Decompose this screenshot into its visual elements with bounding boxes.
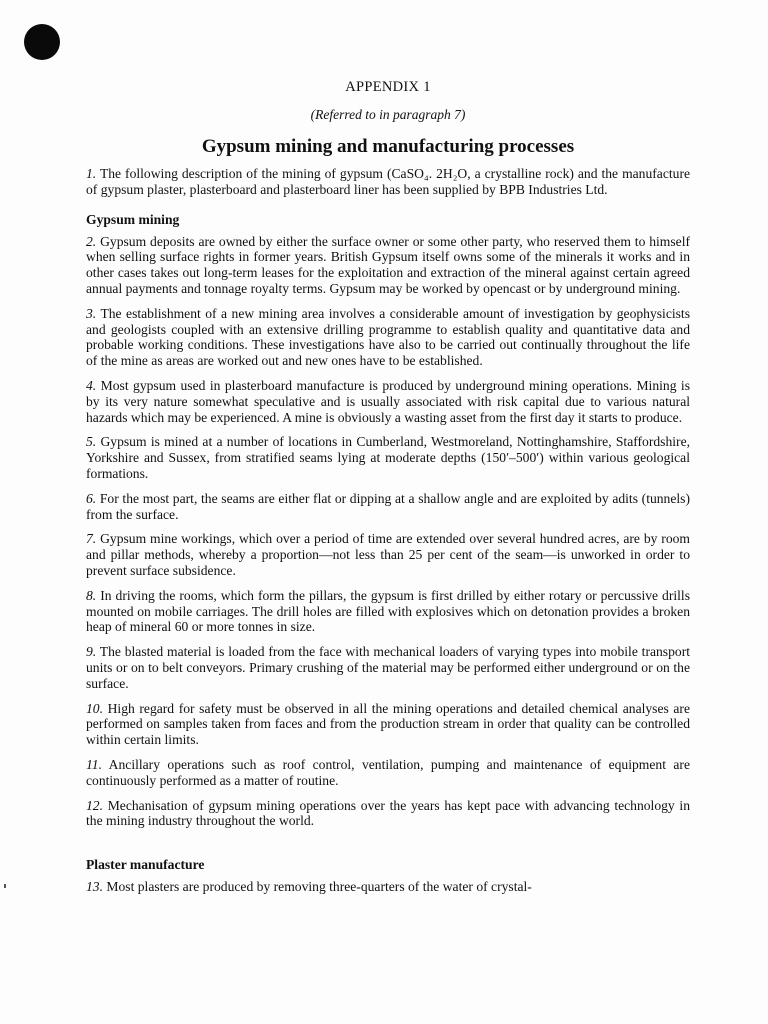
paragraph-13	[86, 879, 690, 895]
paragraph-number: 5.	[86, 434, 97, 450]
referred-note: (Referred to in paragraph 7)	[310, 107, 466, 122]
scan-speck	[4, 884, 6, 888]
paragraph-text: Gypsum deposits are owned by either the surface owner or some other party, who reserved them to himself when selling surface rights in former years. British Gypsum itself owns some of the minerals it works and in other cases takes out long-term leases for the exploitation and extraction of the mineral against certain agreed annual payments and tonnage royalty terms. Gypsum may be worked by opencast or by underground mining.	[86, 233, 691, 296]
paragraph-text: High regard for safety must be observed in all the mining operations and detailed chemical analyses are performed on samples taken from faces and from the production stream in order that quality can be controlled within certain limits.	[86, 700, 690, 748]
paragraph-number: 10.	[86, 700, 103, 716]
paragraph-10	[86, 701, 690, 748]
punch-hole-mark	[24, 24, 60, 60]
paragraph-number: 12.	[86, 797, 103, 813]
paragraph-number: 2.	[86, 233, 97, 249]
paragraph-text: Ancillary operations such as roof control, ventilation, pumping and maintenance of equipment are continuously performed as a matter of routine.	[86, 756, 690, 788]
paragraph-5	[86, 434, 690, 481]
paragraph-number: 11.	[86, 756, 102, 772]
paragraph-6	[86, 491, 690, 523]
paragraph-text: For the most part, the seams are either flat or dipping at a shallow angle and are exploited by adits (tunnels) from the surface.	[86, 490, 690, 522]
paragraph-number: 7.	[86, 531, 97, 547]
paragraph-text: The following description of the mining of gypsum (CaSO₄. 2H₂O, a crystalline rock) and the manufacture of gypsum plaster, plasterboard and plasterboard liner has been supplied by BPB Industries Ltd.	[86, 166, 690, 197]
paragraph-11	[86, 757, 690, 789]
paragraph-number: 3.	[86, 305, 97, 321]
paragraph-7	[86, 531, 690, 578]
paragraph-text: The establishment of a new mining area involves a considerable amount of investigation by geophysicists and geologists coupled with an extensive drilling programme to establish quality and quantitative data and probable working conditions. These investigations have also to be carried out continually throughout the life of the mine as areas are worked out and new ones have to be established.	[86, 305, 691, 369]
paragraph-text: In driving the rooms, which form the pillars, the gypsum is first drilled by either rotary or percussive drills mounted on mobile carriages. The drill holes are filled with explosives which on detonation provides a broken heap of mineral 60 or more tonnes in size.	[86, 587, 690, 635]
paragraph-number: 13.	[86, 879, 103, 895]
paragraph-3	[86, 306, 690, 369]
paragraph-8	[86, 588, 690, 635]
section-heading-plaster-manufacture: Plaster manufacture	[86, 857, 205, 873]
section-heading-gypsum-mining: Gypsum mining	[86, 211, 180, 227]
paragraph-text: Gypsum is mined at a number of locations in Cumberland, Westmoreland, Nottinghamshire, Staffordshire, Yorkshire and Sussex, from stratified seams lying at moderate depths (150′–500′) within various geological formations.	[86, 434, 690, 481]
paragraph-12	[86, 798, 690, 830]
paragraph-4	[86, 378, 690, 425]
document-body	[86, 78, 690, 904]
paragraph-text: Most plasters are produced by removing three-quarters of the water of crystal-	[106, 879, 532, 895]
paragraph-number: 4.	[86, 377, 97, 393]
appendix-heading: APPENDIX 1	[345, 79, 431, 95]
paragraph-text: Most gypsum used in plasterboard manufacture is produced by underground mining operations. Mining is by its very nature somewhat speculative and is usually associated with risk capital due to various natural hazards which may be experienced. A mine is obviously a wasting asset from the first day it starts to produce.	[86, 377, 690, 425]
paragraph-number: 8.	[86, 587, 97, 603]
paragraph-text: Mechanisation of gypsum mining operations over the years has kept pace with advancing technology in the mining industry throughout the world.	[86, 797, 691, 829]
paragraph-number: 9.	[86, 644, 97, 660]
paragraph-2	[86, 234, 690, 297]
paragraph-text: The blasted material is loaded from the face with mechanical loaders of varying types into mobile transport units or on to belt conveyors. Primary crushing of the material may be performed either underground or on the surface.	[86, 644, 690, 691]
paragraph-text: Gypsum mine workings, which over a period of time are extended over several hundred acres, are by room and pillar methods, whereby a proportion—not less than 25 per cent of the seam—is unworked in order to prevent surface subsidence.	[86, 531, 690, 578]
paragraph-number: 1.	[86, 166, 97, 181]
paragraph-number: 6.	[86, 490, 97, 506]
paragraph-9	[86, 644, 690, 691]
paragraph-1	[86, 166, 690, 198]
page-title: Gypsum mining and manufacturing processes	[201, 136, 575, 157]
